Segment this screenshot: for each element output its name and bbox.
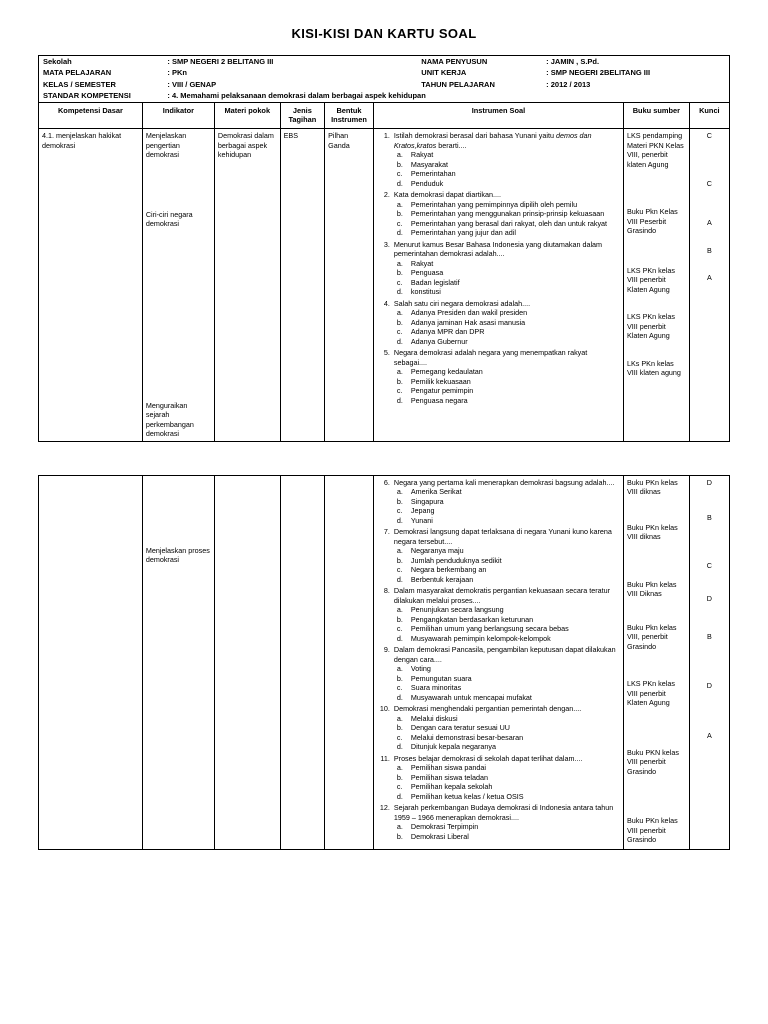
soal-option (397, 832, 620, 842)
option-text: Penunjukan secara langsung (410, 605, 504, 615)
column-header-kunci: Kunci (689, 102, 729, 129)
header-identity-table (38, 55, 730, 103)
soal-option (397, 615, 620, 625)
kunci-item: A (706, 730, 712, 740)
meta-value-standar-kompetensi: : 4. Memahami pelaksanaan demokrasi dalam berbagai aspek kehidupan (167, 91, 426, 101)
option-text: Adanya Gubernur (410, 336, 468, 346)
soal-item (377, 240, 620, 297)
cell-kompetensi-dasar (39, 475, 143, 849)
soal-option (397, 733, 620, 743)
option-letter: d. (396, 178, 403, 188)
soal-option (397, 327, 620, 337)
kunci-item: D (706, 594, 712, 604)
cell-instrumen-soal (373, 129, 623, 442)
option-text: Adanya MPR dan DPR (410, 327, 485, 337)
option-text: Adanya Presiden dan wakil presiden (410, 308, 528, 318)
page-title: KISI-KISI DAN KARTU SOAL (291, 26, 477, 41)
soal-option (397, 693, 620, 703)
option-text: Berbentuk kerajaan (410, 574, 474, 584)
soal-text: Sejarah perkembangan Budaya demokrasi di Indonesia antara tahun 1959 – 1966 menerapkan demokrasi.... (393, 803, 614, 822)
option-text: Yunani (410, 515, 433, 525)
soal-option (397, 396, 620, 406)
option-text: Negaranya maju (410, 546, 464, 556)
meta-label-mata-pelajaran: MATA PELAJARAN (43, 68, 112, 78)
kunci-item: B (706, 245, 712, 255)
option-text: Pemilihan umum yang berlangsung secara bebas (410, 624, 569, 634)
indikator-item: Menjelaskan pengertian demokrasi (145, 131, 187, 160)
option-letter: a. (396, 546, 403, 556)
option-text: Jumlah penduduknya sedikit (410, 555, 502, 565)
option-text: konstitusi (410, 287, 441, 297)
soal-option (397, 497, 620, 507)
soal-option (397, 160, 620, 170)
kunci-item: C (706, 131, 712, 141)
meta-label-kelas-semester: KELAS / SEMESTER (43, 79, 116, 89)
buku-sumber-item: LKS pendamping Materi PKN Kelas VIII, penerbit klaten Agung (626, 131, 684, 169)
option-letter: b. (396, 555, 403, 565)
soal-option (397, 259, 620, 269)
cell-bentuk-instrumen: Pilhan Ganda (325, 129, 374, 442)
soal-number: 7. (383, 527, 390, 537)
soal-item (377, 190, 620, 238)
soal-options (397, 546, 620, 584)
cell-materi-pokok: Demokrasi dalam berbagai aspek kehidupan (214, 129, 280, 442)
option-letter: a. (396, 763, 403, 773)
option-letter: d. (396, 287, 403, 297)
meta-value-kelas-semester: : VIII / GENAP (167, 79, 217, 89)
kisi-kisi-table-page2 (38, 475, 730, 850)
option-letter: c. (396, 327, 403, 337)
option-letter: c. (396, 386, 403, 396)
soal-options (397, 367, 620, 405)
soal-option (397, 337, 620, 347)
soal-number: 4. (383, 298, 390, 308)
soal-options (397, 605, 620, 643)
soal-item (377, 131, 620, 188)
option-letter: b. (396, 159, 403, 169)
meta-label-sekolah: Sekolah (43, 57, 72, 66)
column-header-instrumen-soal: Instrumen Soal (373, 102, 623, 129)
meta-label-nama-penyusun: NAMA PENYUSUN (421, 57, 488, 66)
option-text: Penduduk (410, 178, 444, 188)
cell-kompetensi-dasar: 4.1. menjelaskan hakikat demokrasi (39, 129, 143, 442)
soal-option (397, 605, 620, 615)
option-text: Amerika Serikat (410, 487, 462, 497)
soal-option (397, 487, 620, 497)
soal-text: Kata demokrasi dapat diartikan.... (393, 190, 501, 200)
soal-option (397, 565, 620, 575)
indikator-item: Menguraikan sejarah perkembangan demokrasi (145, 400, 194, 439)
soal-option (397, 308, 620, 318)
cell-instrumen-soal (373, 475, 623, 849)
indikator-item: Ciri-ciri negara demokrasi (145, 209, 193, 229)
option-text: Singapura (410, 496, 444, 506)
buku-sumber-item: LKS PKn kelas VIII penerbit Klaten Agung (626, 679, 675, 708)
buku-sumber-item: Buku PKN kelas VIII penerbit Grasindo (626, 747, 679, 776)
soal-options (397, 259, 620, 297)
soal-option (397, 200, 620, 210)
soal-option (397, 179, 620, 189)
soal-item (377, 527, 620, 584)
kunci-item: D (706, 477, 712, 487)
option-text: Pemerintahan yang pemimpinnya dipilih oleh pemilu (410, 199, 578, 209)
option-letter: d. (396, 633, 403, 643)
soal-text: Demokrasi menghendaki pergantian pemerintah dengan.... (393, 704, 582, 714)
option-text: Pemerintahan (410, 169, 456, 179)
option-letter: c. (396, 218, 403, 228)
meta-value-unit-kerja: : SMP NEGERI 2BELITANG III (546, 68, 651, 78)
soal-options (397, 487, 620, 525)
soal-options (397, 664, 620, 702)
option-letter: d. (396, 692, 403, 702)
cell-indikator (142, 129, 214, 442)
kunci-item: D (706, 681, 712, 691)
soal-item (377, 704, 620, 752)
soal-options (397, 822, 620, 841)
option-text: Pemilihan kepala sekolah (410, 782, 493, 792)
option-letter: a. (396, 713, 403, 723)
option-text: Musyawarah untuk mencapai mufakat (410, 692, 532, 702)
meta-row-standar-kompetensi (39, 90, 730, 102)
meta-value-tahun-pelajaran: : 2012 / 2013 (546, 79, 591, 89)
option-letter: c. (396, 683, 403, 693)
meta-label-standar-kompetensi: STANDAR KOMPETENSI (43, 91, 131, 101)
meta-value-nama-penyusun: : JAMIN , S.Pd. (546, 57, 600, 66)
option-letter: d. (396, 228, 403, 238)
kunci-list (693, 478, 726, 741)
column-header-indikator: Indikator (142, 102, 214, 129)
soal-option (397, 792, 620, 802)
option-letter: b. (396, 317, 403, 327)
soal-option (397, 209, 620, 219)
soal-option (397, 169, 620, 179)
table-row (39, 129, 730, 442)
soal-option (397, 575, 620, 585)
soal-option (397, 506, 620, 516)
cell-kunci (689, 475, 729, 849)
soal-option (397, 664, 620, 674)
option-text: Badan legislatif (410, 277, 460, 287)
option-text: Penguasa (410, 268, 444, 278)
soal-text: Demokrasi langsung dapat terlaksana di negara Yunani kuno karena negara tersebut.... (393, 527, 612, 546)
option-text: Melalui diskusi (410, 713, 458, 723)
buku-sumber-item: Buku PKn kelas VIII penerbit Grasindo (626, 816, 678, 845)
option-letter: c. (396, 565, 403, 575)
meta-value-mata-pelajaran: : PKn (167, 68, 187, 78)
option-text: Pemilik kekuasaan (410, 376, 471, 386)
soal-item (377, 754, 620, 802)
option-letter: c. (396, 732, 403, 742)
soal-number: 10. (379, 704, 390, 714)
option-letter: b. (396, 614, 403, 624)
meta-label-tahun-pelajaran: TAHUN PELAJARAN (421, 79, 495, 89)
table-header-row (39, 102, 730, 129)
buku-sumber-item: Buku PKn kelas VIII diknas (626, 477, 678, 497)
buku-sumber-item: Buku Pkn kelas VIII, penerbit Grasindo (626, 622, 677, 651)
soal-option (397, 763, 620, 773)
option-text: Jepang (410, 506, 435, 516)
soal-option (397, 556, 620, 566)
option-text: Rakyat (410, 258, 434, 268)
option-letter: b. (396, 723, 403, 733)
soal-number: 5. (383, 348, 390, 358)
option-text: Masyarakat (410, 159, 449, 169)
soal-text: Negara demokrasi adalah negara yang menempatkan rakyat sebagai.... (393, 348, 588, 367)
soal-option (397, 742, 620, 752)
soal-option (397, 219, 620, 229)
cell-jenis-tagihan: EBS (280, 129, 325, 442)
soal-number: 1. (383, 131, 390, 141)
soal-option (397, 782, 620, 792)
column-header-buku-sumber: Buku sumber (623, 102, 689, 129)
option-letter: d. (396, 574, 403, 584)
option-letter: b. (396, 673, 403, 683)
soal-option (397, 268, 620, 278)
option-text: Demokrasi Terpimpin (410, 822, 479, 832)
option-text: Penguasa negara (410, 395, 468, 405)
soal-list (377, 131, 620, 405)
option-letter: a. (396, 367, 403, 377)
option-letter: d. (396, 395, 403, 405)
option-text: Pemilihan siswa pandai (410, 763, 486, 773)
option-letter: a. (396, 308, 403, 318)
option-letter: a. (396, 822, 403, 832)
soal-item (377, 299, 620, 347)
buku-sumber-item: Buku Pkn Kelas VIII Peserbit Grasindo (626, 207, 678, 236)
soal-option (397, 287, 620, 297)
soal-option (397, 278, 620, 288)
soal-option (397, 822, 620, 832)
soal-option (397, 150, 620, 160)
option-text: Suara minoritas (410, 683, 462, 693)
option-text: Pemungutan suara (410, 673, 472, 683)
kisi-kisi-table-page1 (38, 102, 730, 442)
option-letter: a. (396, 199, 403, 209)
buku-sumber-item: LKs PKn kelas VIII klaten agung (626, 358, 681, 378)
option-letter: c. (396, 169, 403, 179)
option-text: Pemilihan siswa teladan (410, 772, 488, 782)
option-text: Adanya jaminan Hak asasi manusia (410, 317, 526, 327)
soal-item (377, 803, 620, 841)
option-letter: d. (396, 742, 403, 752)
meta-label-unit-kerja: UNIT KERJA (421, 68, 467, 78)
table-separator (38, 442, 730, 476)
soal-text: Istilah demokrasi berasal dari bahasa Yunani yaitu demos dan Kratos,kratos berarti.... (393, 131, 592, 150)
option-text: Voting (410, 664, 431, 674)
buku-sumber-list (627, 478, 686, 845)
option-letter: b. (396, 496, 403, 506)
kunci-list (693, 131, 726, 283)
soal-option (397, 723, 620, 733)
soal-option (397, 683, 620, 693)
indikator-item: Menjelaskan proses demokrasi (145, 545, 210, 565)
soal-option (397, 367, 620, 377)
option-text: Pengatur pemimpin (410, 386, 474, 396)
option-text: Pemerintahan yang berasal dari rakyat, oleh dan untuk rakyat (410, 218, 608, 228)
soal-item (377, 348, 620, 405)
option-text: Pemegang kedaulatan (410, 367, 483, 377)
soal-number: 12. (379, 803, 390, 813)
option-text: Melalui demonstrasi besar-besaran (410, 732, 524, 742)
option-text: Ditunjuk kepala negaranya (410, 742, 496, 752)
option-text: Pemilihan ketua kelas / ketua OSIS (410, 791, 524, 801)
option-text: Pemerintahan yang jujur dan adil (410, 228, 516, 238)
soal-option (397, 634, 620, 644)
soal-list (377, 478, 620, 842)
soal-options (397, 714, 620, 752)
option-text: Pengangkatan berdasarkan keturunan (410, 614, 534, 624)
cell-buku-sumber (623, 129, 689, 442)
option-letter: c. (396, 624, 403, 634)
cell-indikator (142, 475, 214, 849)
buku-sumber-item: Buku PKn kelas VIII diknas (626, 522, 678, 542)
soal-number: 2. (383, 190, 390, 200)
buku-sumber-item: LKS PKn kelas VIII penerbit Klaten Agung (626, 312, 675, 341)
soal-option (397, 377, 620, 387)
option-letter: d. (396, 791, 403, 801)
soal-number: 11. (380, 753, 390, 763)
option-letter: b. (396, 209, 403, 219)
option-text: Rakyat (410, 150, 434, 160)
option-letter: c. (396, 506, 403, 516)
soal-option (397, 318, 620, 328)
kunci-item: A (706, 273, 712, 283)
option-letter: a. (396, 150, 403, 160)
meta-row (39, 79, 730, 90)
soal-option (397, 546, 620, 556)
soal-text: Menurut kamus Besar Bahasa Indonesia yang diutamakan dalam pemerintahan demokrasi adalah.... (393, 239, 603, 259)
kunci-item: B (706, 631, 712, 641)
option-letter: d. (396, 515, 403, 525)
soal-options (397, 763, 620, 801)
soal-text: Salah satu ciri negara demokrasi adalah.... (393, 298, 531, 308)
option-letter: d. (396, 336, 403, 346)
buku-sumber-list (627, 131, 686, 378)
soal-text: Negara yang pertama kali menerapkan demokrasi bagsung adalah.... (393, 477, 615, 487)
column-header-bentuk-instrumen: Bentuk Instrumen (325, 102, 374, 129)
soal-option (397, 773, 620, 783)
option-text: Dengan cara teratur sesuai UU (410, 723, 510, 733)
soal-option (397, 228, 620, 238)
soal-options (397, 200, 620, 238)
option-letter: a. (396, 605, 403, 615)
soal-number: 9. (383, 645, 390, 655)
soal-text: Dalam masyarakat demokratis pergantian kekuasaan secara teratur dilakukan melalui proses.... (393, 586, 611, 605)
soal-item (377, 645, 620, 702)
kunci-item: C (706, 560, 712, 570)
option-letter: a. (396, 258, 403, 268)
soal-text: Proses belajar demokrasi di sekolah dapat terlihat dalam.... (393, 753, 583, 763)
option-text: Negara berkembang an (410, 565, 487, 575)
soal-option (397, 386, 620, 396)
kunci-item: C (706, 178, 712, 188)
meta-value-sekolah: : SMP NEGERI 2 BELITANG III (167, 57, 274, 66)
option-letter: b. (396, 772, 403, 782)
option-letter: c. (396, 782, 403, 792)
option-text: Demokrasi Liberal (410, 831, 469, 841)
option-letter: b. (396, 831, 403, 841)
table-row (39, 475, 730, 849)
soal-options (397, 150, 620, 188)
cell-jenis-tagihan (280, 475, 325, 849)
meta-row (39, 67, 730, 78)
option-letter: c. (396, 277, 403, 287)
option-text: Musyawarah pemimpin kelompok-kelompok (410, 633, 551, 643)
soal-option (397, 714, 620, 724)
option-letter: b. (396, 268, 403, 278)
buku-sumber-item: LKS PKn kelas VIII penerbit Klaten Agung (626, 265, 675, 294)
column-header-kompetensi-dasar: Kompetensi Dasar (39, 102, 143, 129)
column-header-jenis-tagihan: Jenis Tagihan (280, 102, 325, 129)
kunci-item: B (706, 513, 712, 523)
soal-option (397, 516, 620, 526)
buku-sumber-item: Buku Pkn kelas VIII Diknas (626, 579, 677, 599)
option-letter: a. (396, 664, 403, 674)
column-header-materi-pokok: Materi pokok (214, 102, 280, 129)
cell-bentuk-instrumen (325, 475, 374, 849)
soal-text: Dalam demokrasi Pancasila, pengambilan keputusan dapat dilakukan dengan cara.... (393, 645, 616, 664)
option-text: Pemerintahan yang menggunakan prinsip-prinsip kekuasaan (410, 209, 605, 219)
soal-item (377, 478, 620, 526)
meta-row (39, 56, 730, 68)
soal-number: 3. (383, 239, 390, 249)
cell-materi-pokok (214, 475, 280, 849)
option-letter: a. (396, 487, 403, 497)
soal-option (397, 624, 620, 634)
kunci-item: A (706, 218, 712, 228)
option-letter: b. (396, 376, 403, 386)
soal-item (377, 586, 620, 643)
soal-number: 8. (383, 586, 390, 596)
soal-option (397, 674, 620, 684)
soal-options (397, 308, 620, 346)
cell-kunci (689, 129, 729, 442)
cell-buku-sumber (623, 475, 689, 849)
soal-number: 6. (383, 477, 390, 487)
